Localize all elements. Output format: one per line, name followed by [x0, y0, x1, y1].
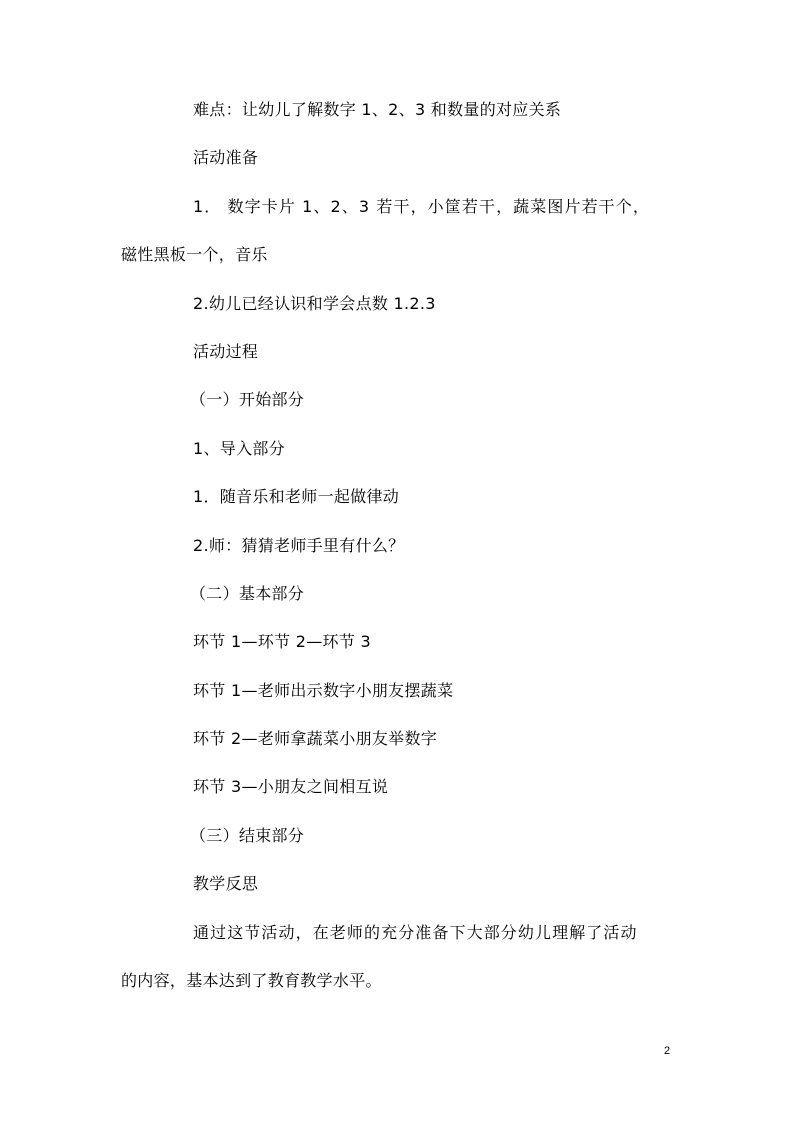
- section-heading-preparation: 活动准备: [193, 148, 259, 167]
- intro-part: 1、导入部分: [193, 439, 285, 458]
- segment-2: 环节 2—老师拿蔬菜小朋友举数字: [193, 729, 438, 748]
- intro-step-1: 1．随音乐和老师一起做律动: [193, 487, 400, 506]
- preparation-item-1-continued: 磁性黑板一个，音乐: [121, 245, 268, 264]
- segment-3: 环节 3—小朋友之间相互说: [193, 777, 389, 796]
- section-heading-reflection: 教学反思: [193, 874, 259, 893]
- subsection-start: （一）开始部分: [190, 390, 305, 409]
- section-heading-process: 活动过程: [193, 342, 259, 361]
- subsection-end: （三）结束部分: [190, 826, 305, 845]
- subsection-basic: （二）基本部分: [190, 584, 305, 603]
- segment-1: 环节 1—老师出示数字小朋友摆蔬菜: [193, 681, 454, 700]
- page-number: 2: [664, 1045, 671, 1057]
- reflection-paragraph: 通过这节活动，在老师的充分准备下大部分幼儿理解了活动: [193, 923, 638, 942]
- intro-step-2: 2.师：猜猜老师手里有什么？: [193, 536, 405, 555]
- preparation-item-1: 1． 数字卡片 1、2、3 若干，小筐若干，蔬菜图片若干个，: [193, 197, 650, 216]
- reflection-paragraph-continued: 的内容，基本达到了教育教学水平。: [121, 971, 382, 990]
- difficulty-line: 难点：让幼儿了解数字 1、2、3 和数量的对应关系: [193, 100, 562, 119]
- preparation-item-2: 2.幼儿已经认识和学会点数 1.2.3: [193, 294, 436, 313]
- segments-overview: 环节 1—环节 2—环节 3: [193, 632, 371, 651]
